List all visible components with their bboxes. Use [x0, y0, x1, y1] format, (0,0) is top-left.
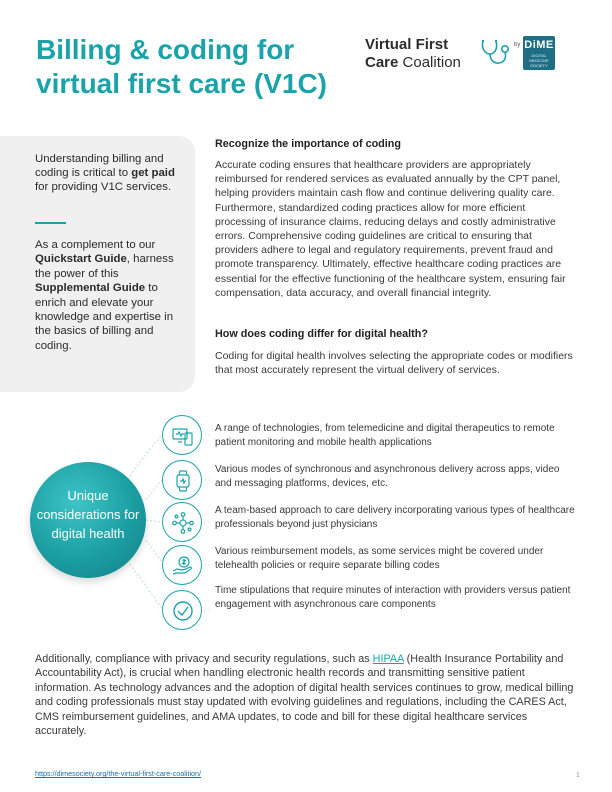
team-network-icon: [162, 502, 202, 542]
consideration-item-3: A team-based approach to care delivery incorporating various types of healthcare professionals beyond just physicians: [215, 505, 575, 530]
considerations-diagram: [0, 400, 612, 640]
logo-line2-coalition: Coalition: [402, 54, 461, 71]
stethoscope-icon: [479, 38, 513, 68]
sidebar-p2-text-a: As a complement to our: [35, 239, 156, 251]
additional-text-b: (Health Insurance Portability and Accountability Act), is crucial when handling electronic health records and transmitting sensitive patient information. As technology advances and the adoption of digital health services continues to grow, medical billing and coding professionals must stay updated with evolving guidelines and regulations, including the CARES Act, CMS reimbursement guidelines, and AMA updates, to code and bill for these digital healthcare services accurately.: [35, 653, 574, 738]
money-hand-icon: [162, 545, 202, 585]
logo-by: by: [514, 42, 521, 48]
dime-logo-sub: DIGITAL MEDICINE SOCIETY: [529, 53, 549, 68]
sidebar-p1-text-c: for providing V1C services.: [35, 181, 172, 194]
how-body: Coding for digital health involves selecting the appropriate codes or modifiers that most accurately represent the virtual delivery of services.: [215, 350, 573, 377]
recognize-body: Accurate coding ensures that healthcare providers are appropriately reimbursed for rendered services as evaluated annually by the CPT panel, helping providers maintain cash flow and continue delivering quality care. Furthermore, standardized coding practices allow for more efficient processing of insurance claims, reducing delays and costly administrative errors. Comprehensive coding guidelines are critical to ensuring that providers adhere to legal and regulatory requirements, prevent fraud and promote transparency. Ultimately, effective healthcare coding practices are essential for the effective functioning of the healthcare system, ensuring fair compensation, data accuracy, and overall financial integrity.: [215, 159, 566, 299]
sidebar-p1-text-a: Understanding billing and coding is critical to: [35, 153, 164, 180]
checkmark-shield-icon: [162, 590, 202, 630]
additional-paragraph: [35, 652, 580, 738]
logo-line1: Virtual First: [365, 36, 449, 53]
dime-logo-text: DiME: [524, 39, 554, 51]
consideration-item-1: A range of technologies, from telemedicine and digital therapeutics to remote patient monitoring and mobile health applications: [215, 423, 555, 448]
sidebar-p1-bold: get paid: [131, 167, 175, 180]
additional-text-a: Additionally, compliance with privacy and security regulations, such as: [35, 653, 373, 665]
page-title: Billing & coding for virtual first care (V1C): [36, 34, 327, 99]
intro-sidebar: [0, 136, 195, 392]
footer-url-link[interactable]: https://dimesociety.org/the-virtual-first-care-coalition/: [35, 769, 202, 778]
vfcc-logo[interactable]: [365, 36, 565, 76]
sidebar-p2-quickstart: Quickstart Guide: [35, 253, 127, 266]
sidebar-p2-text-e: to enrich and elevate your knowledge and expertise in the basics of billing and coding.: [35, 282, 174, 352]
sidebar-p2-supplemental: Supplemental Guide: [35, 282, 146, 295]
logo-wordmark: [365, 36, 461, 72]
how-heading: How does coding differ for digital health?: [215, 328, 428, 340]
consideration-item-4: Various reimbursement models, as some services might be covered under telehealth policies or require separate billing codes: [215, 546, 544, 571]
unique-considerations-circle: [30, 462, 146, 578]
page-number: 1: [576, 772, 580, 779]
smartwatch-icon: [162, 460, 202, 500]
telemedicine-icon: [162, 415, 202, 455]
sidebar-divider: [35, 222, 66, 224]
hipaa-link[interactable]: HIPAA: [372, 653, 404, 665]
recognize-heading: Recognize the importance of coding: [215, 138, 401, 150]
dime-logo: [523, 36, 555, 70]
sidebar-paragraph-1: [35, 152, 183, 195]
logo-line2-care: Care: [365, 54, 399, 71]
center-label: Unique considerations for digital health: [36, 488, 140, 541]
sidebar-p2-text-c: , harness the power of this: [35, 253, 174, 280]
consideration-item-2: Various modes of synchronous and asynchronous delivery across apps, video and messaging platforms, devices, etc.: [215, 464, 560, 489]
consideration-item-5: Time stipulations that require minutes of interaction with providers versus patient engagement with asynchronous care components: [215, 585, 571, 610]
sidebar-paragraph-2: [35, 238, 183, 353]
